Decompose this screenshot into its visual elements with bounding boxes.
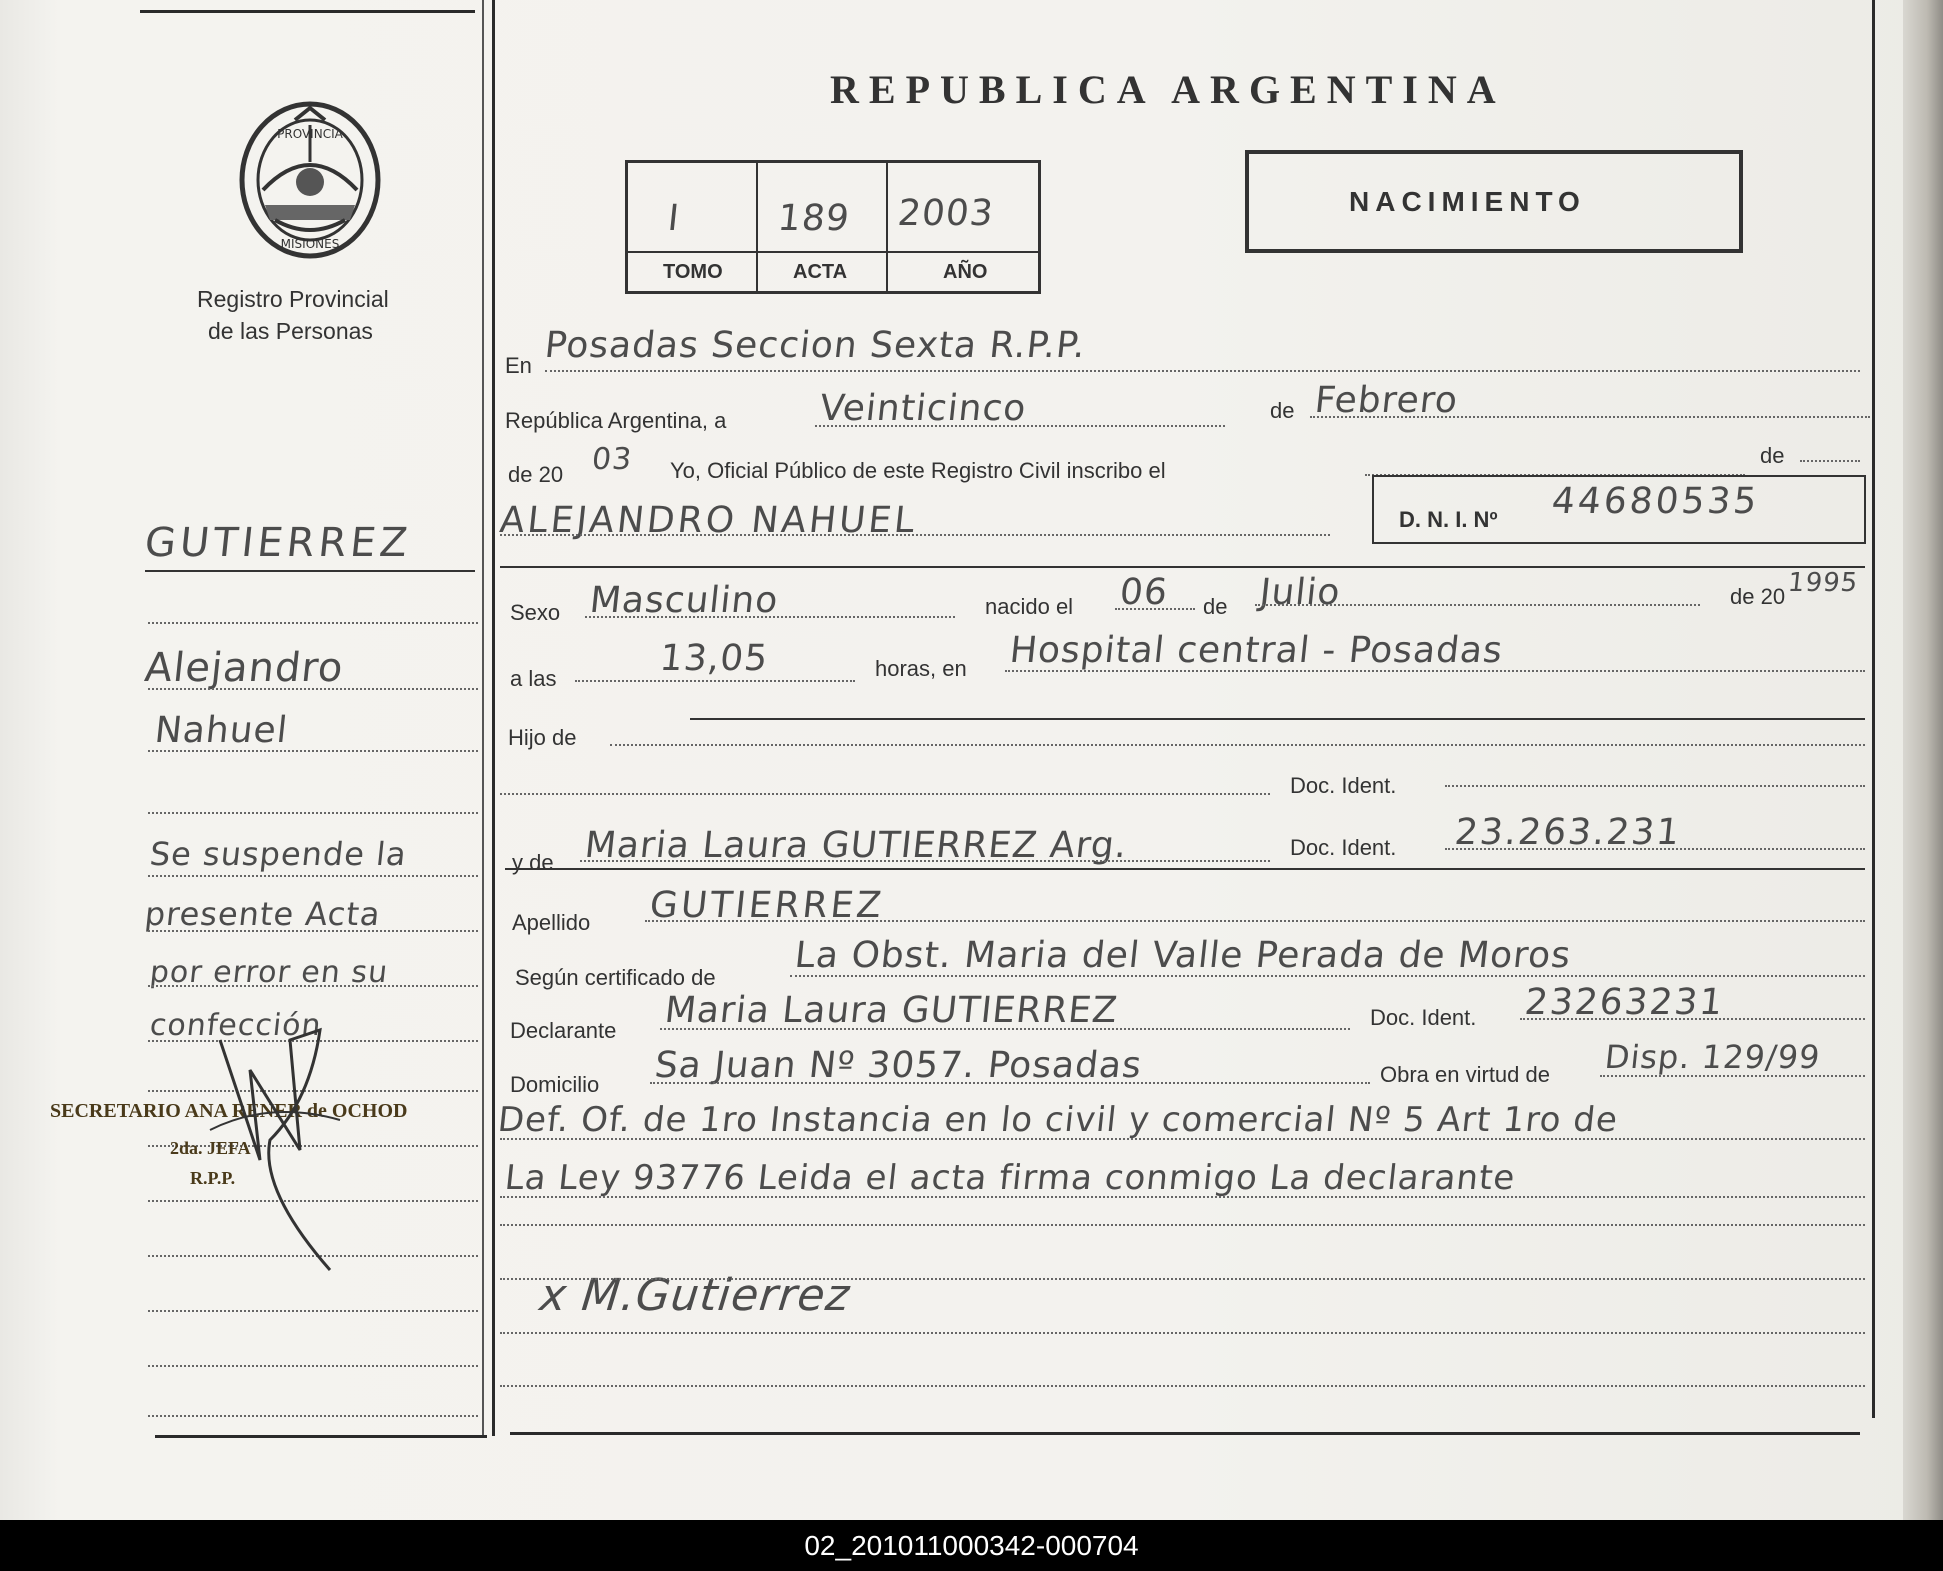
doc-ident-label-3: Doc. Ident. bbox=[1370, 1005, 1477, 1030]
birth-day: 06 bbox=[1117, 572, 1170, 613]
birth-month: Julio bbox=[1257, 572, 1343, 613]
de-label: de bbox=[1270, 398, 1295, 423]
birth-year-label: de 20 bbox=[1730, 584, 1786, 609]
obra-label: Obra en virtud de bbox=[1380, 1062, 1550, 1087]
country-title: REPUBLICA ARGENTINA bbox=[830, 67, 1506, 112]
obra-value: Disp. 129/99 bbox=[1603, 1038, 1823, 1076]
registry-line2: de las Personas bbox=[208, 318, 373, 344]
mother-doc: 23.263.231 bbox=[1452, 812, 1684, 853]
record-number-box bbox=[625, 160, 1041, 294]
ano-value: 2003 bbox=[895, 193, 996, 234]
dni-label: D. N. I. Nº bbox=[1399, 507, 1498, 532]
doc-ident-label-2: Doc. Ident. bbox=[1290, 835, 1397, 860]
segun-label: Según certificado de bbox=[515, 965, 716, 990]
record-type-box bbox=[1245, 150, 1743, 253]
domicilio-label: Domicilio bbox=[510, 1072, 600, 1097]
tomo-label: TOMO bbox=[663, 261, 723, 283]
note-line2: La Ley 93776 Leida el acta firma conmigo La declarante bbox=[502, 1158, 1518, 1198]
ano-label: AÑO bbox=[943, 261, 988, 283]
declarante-label: Declarante bbox=[510, 1018, 617, 1043]
top-rule-left bbox=[140, 10, 475, 13]
declarant-signature: x M.Gutierrez bbox=[537, 1270, 853, 1321]
official-stamp-line3: R.P.P. bbox=[190, 1168, 236, 1188]
official-stamp-line2: 2da. JEFA bbox=[170, 1138, 251, 1158]
bottom-rule-left bbox=[155, 1435, 487, 1438]
en-value: Posadas Seccion Sexta R.P.P. bbox=[542, 325, 1088, 366]
tomo-value: I bbox=[665, 198, 682, 239]
certificate: La Obst. Maria del Valle Perada de Moros bbox=[792, 935, 1574, 976]
de-label2: de bbox=[1760, 443, 1785, 468]
margin-signature bbox=[200, 1010, 360, 1280]
en-label: En bbox=[505, 353, 532, 378]
doc-ident-label-1: Doc. Ident. bbox=[1290, 773, 1397, 798]
dni-box bbox=[1372, 475, 1866, 544]
republica-label: República Argentina, a bbox=[505, 408, 727, 433]
seal-text-bottom: MISIONES bbox=[280, 237, 340, 251]
image-id: 02_201011000342-000704 bbox=[804, 1529, 1139, 1561]
margin-note-line1: Se suspende la bbox=[148, 835, 409, 873]
sexo-value: Masculino bbox=[587, 580, 781, 621]
birth-year: 1995 bbox=[1786, 568, 1860, 598]
margin-given1: Alejandro bbox=[142, 645, 346, 691]
mother-name: Maria Laura GUTIERREZ Arg. bbox=[582, 825, 1130, 866]
provincial-seal bbox=[235, 100, 385, 260]
apellido-label: Apellido bbox=[512, 910, 591, 935]
column-divider bbox=[492, 0, 495, 1436]
yo-text: Yo, Oficial Público de este Registro Civil inscribo el bbox=[670, 458, 1166, 483]
de-label3: de bbox=[1203, 594, 1228, 619]
registry-line1: Registro Provincial bbox=[197, 286, 389, 312]
sexo-label: Sexo bbox=[510, 600, 561, 625]
hijo-label: Hijo de bbox=[508, 725, 577, 750]
acta-value: 189 bbox=[775, 198, 852, 239]
month: Febrero bbox=[1312, 380, 1461, 421]
nacido-label: nacido el bbox=[985, 594, 1074, 619]
place: Hospital central - Posadas bbox=[1007, 630, 1506, 671]
margin-note-line4: confección bbox=[148, 1008, 324, 1043]
record-type: NACIMIENTO bbox=[1349, 186, 1586, 217]
official-stamp-line1: SECRETARIO ANA RENER de OCHOD bbox=[50, 1100, 408, 1122]
book-edge bbox=[1903, 0, 1943, 1520]
margin-surname: GUTIERREZ bbox=[142, 520, 414, 566]
declarante-value: Maria Laura GUTIERREZ bbox=[662, 990, 1120, 1031]
domicilio-value: Sa Juan Nº 3057. Posadas bbox=[652, 1045, 1145, 1086]
declarante-doc: 23263231 bbox=[1522, 982, 1727, 1023]
year-prefix-label: de 20 bbox=[508, 462, 564, 487]
hour: 13,05 bbox=[657, 638, 771, 679]
acta-label: ACTA bbox=[793, 261, 848, 283]
margin-note-line3: por error en su bbox=[148, 955, 390, 990]
apellido-value: GUTIERREZ bbox=[647, 885, 887, 926]
y-de-label: y de bbox=[512, 850, 554, 875]
a-las-label: a las bbox=[510, 666, 557, 691]
note-line1: Def. Of. de 1ro Instancia en lo civil y comercial Nº 5 Art 1ro de bbox=[495, 1100, 1621, 1140]
column-divider-inner bbox=[482, 0, 484, 1436]
dni-value: 44680535 bbox=[1549, 481, 1762, 522]
margin-given2: Nahuel bbox=[152, 710, 290, 751]
seal-text-top: PROVINCIA bbox=[277, 127, 343, 141]
year-suffix: 03 bbox=[590, 442, 635, 477]
right-frame bbox=[1872, 0, 1875, 1418]
child-name: ALEJANDRO NAHUEL bbox=[497, 500, 920, 541]
bottom-rule-right bbox=[510, 1432, 1860, 1435]
day-words: Veinticinco bbox=[817, 388, 1029, 429]
horas-label: horas, en bbox=[875, 656, 967, 681]
image-id-bar bbox=[0, 1520, 1943, 1571]
margin-note-line2: presente Acta bbox=[143, 895, 383, 933]
